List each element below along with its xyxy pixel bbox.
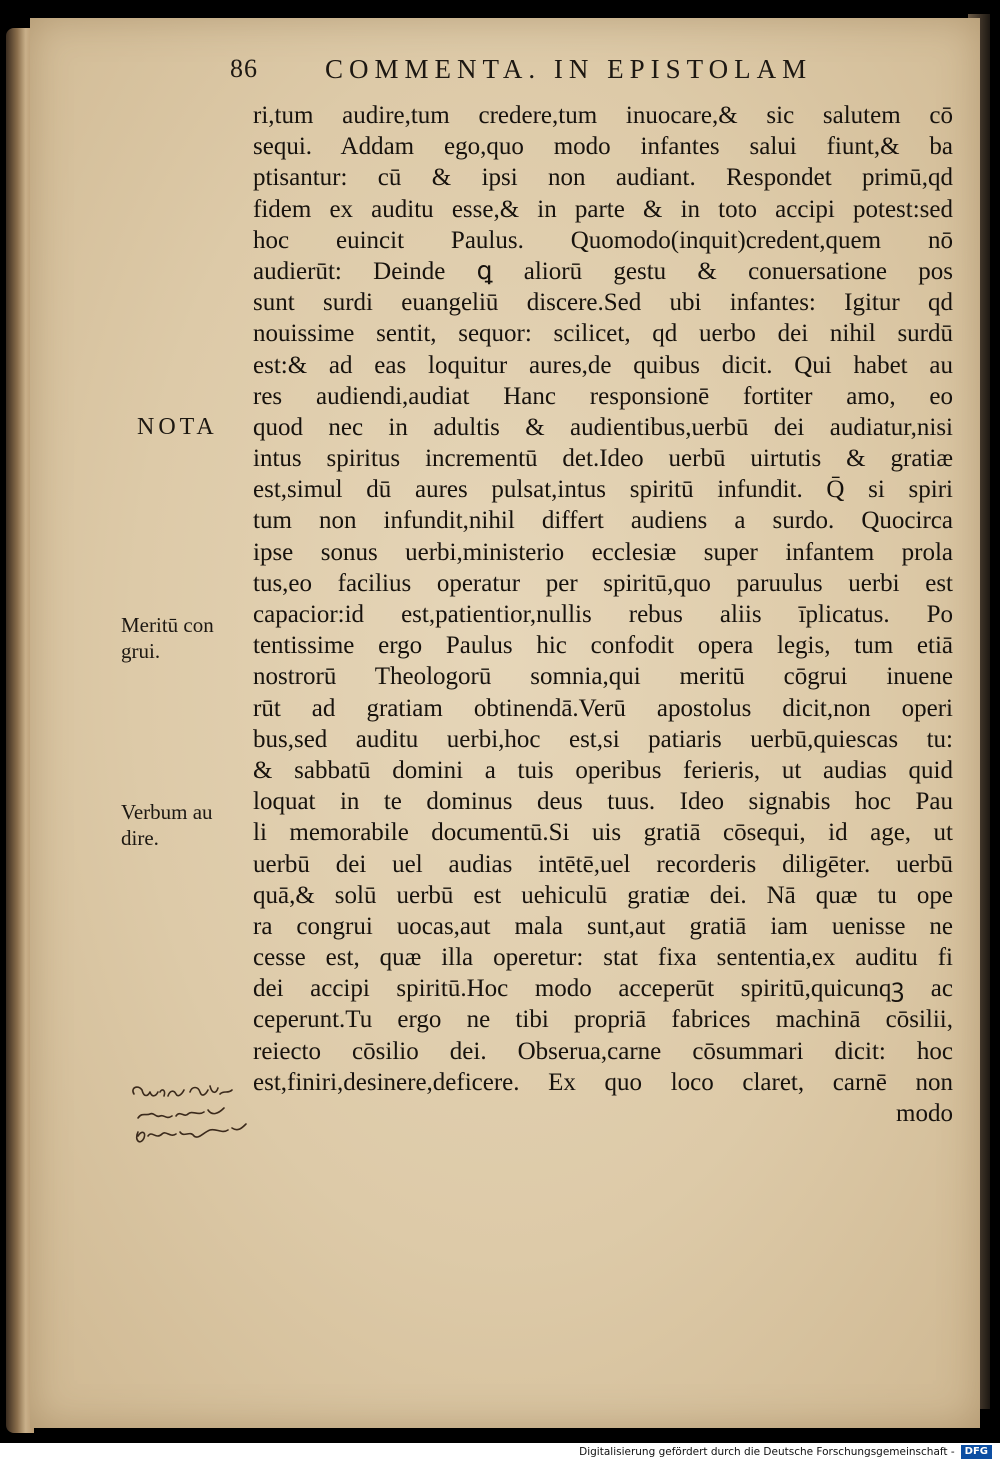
- text-line: loquat in te dominus deus tuus. Ideo signabis hoc Pau: [253, 788, 953, 816]
- running-head: COMMENTA. IN EPISTOLAM: [325, 54, 813, 84]
- text-line: dei accipi spiritū.Hoc modo acceperūt spiritū,quicunqꝫ ac: [253, 975, 953, 1003]
- marginal-note-verbum-line1: Verbum au: [121, 800, 213, 824]
- text-line: ptisantur: cū & ipsi non audiant. Respondet primū,qd: [253, 164, 953, 192]
- text-line: nostrorū Theologorū somnia,qui meritū cōgrui inuene: [253, 663, 953, 691]
- marginal-note-meritu-line2: grui.: [121, 639, 161, 663]
- credit-text: Digitalisierung gefördert durch die Deutsche Forschungsgemeinschaft -: [579, 1446, 955, 1458]
- text-line: fidem ex auditu esse,& in parte & in toto accipi potest:sed: [253, 195, 953, 223]
- catchword: modo: [896, 1100, 953, 1127]
- text-line: sequi. Addam ego,quo modo infantes salui fiunt,& ba: [253, 133, 953, 161]
- text-line: reiecto cōsilio dei. Obserua,carne cōsummari dicit: hoc: [253, 1037, 953, 1065]
- text-line: nouissime sentit, sequor: scilicet, qd uerbo dei nihil surdū: [253, 320, 953, 348]
- text-line: sunt surdi euangeliū discere.Sed ubi infantes: Igitur qd: [253, 289, 953, 317]
- digitization-credit: [579, 1444, 992, 1460]
- dfg-logo: DFG: [961, 1445, 992, 1459]
- main-text-block: [253, 100, 953, 1129]
- text-line: intus spiritus incrementū det.Ideo uerbū uirtutis & gratiæ: [253, 445, 953, 473]
- page-number: 86: [230, 54, 258, 83]
- text-line: tum non infundit,nihil differt audiens a surdo. Quocirca: [253, 507, 953, 535]
- text-line: est:& ad eas loquitur aures,de quibus dicit. Qui habet au: [253, 351, 953, 379]
- text-line: ra congrui uocas,aut mala sunt,aut gratiā iam uenisse ne: [253, 912, 953, 940]
- text-line: cesse est, quæ illa operetur: stat fixa sententia,ex auditu fi: [253, 944, 953, 972]
- marginal-note-nota: NOTA: [137, 414, 218, 440]
- text-line: tentissime ergo Paulus hic confodit opera legis, tum etiā: [253, 632, 953, 660]
- text-line: ri,tum audire,tum credere,tum inuocare,& sic salutem cō: [253, 102, 953, 129]
- text-line: ceperunt.Tu ergo ne tibi propriā fabrices machinā cōsilii,: [253, 1006, 953, 1034]
- text-line: quā,& solū uerbū est uehiculū gratiæ dei. Nā quæ tu ope: [253, 881, 953, 909]
- text-line: li memorabile documentū.Si uis gratiā cōsequi, id age, ut: [253, 819, 953, 847]
- handwritten-annotation: [128, 1080, 268, 1170]
- text-line: tus,eo facilius operatur per spiritū,quo paruulus uerbi est: [253, 569, 953, 597]
- text-line: ipse sonus uerbi,ministerio ecclesiæ super infantem prola: [253, 538, 953, 566]
- text-line: quod nec in adultis & audientibus,uerbū dei audiatur,nisi: [253, 413, 953, 441]
- text-line: res audiendi,audiat Hanc responsionē fortiter amo, eo: [253, 382, 953, 410]
- text-line: est,simul dū aures pulsat,intus spiritū infundit. Q̄ si spiri: [253, 476, 953, 504]
- text-line: hoc euincit Paulus. Quomodo(inquit)credent,quem nō: [253, 226, 953, 254]
- text-line: capacior:id est,patientior,nullis rebus aliis īplicatus. Po: [253, 601, 953, 628]
- page-header: [200, 44, 900, 94]
- text-line: est,finiri,desinere,deficere. Ex quo loco claret, carnē non: [253, 1068, 953, 1096]
- marginal-note-meritu-line1: Meritū con: [121, 613, 214, 637]
- text-line: & sabbatū domini a tuis operibus ferieris, ut audias quid: [253, 756, 953, 784]
- marginal-note-verbum-line2: dire.: [121, 826, 159, 850]
- text-line: audierūt: Deinde ꝗ aliorū gestu & conuersatione pos: [253, 257, 953, 285]
- text-line: rūt ad gratiam obtinendā.Verū apostolus dicit,non operi: [253, 694, 953, 722]
- text-line: bus,sed auditu uerbi,hoc est,si patiaris uerbū,quiescas tu:: [253, 725, 953, 753]
- text-line: uerbū dei uel audias intētē,uel recorderis diligēter. uerbū: [253, 850, 953, 878]
